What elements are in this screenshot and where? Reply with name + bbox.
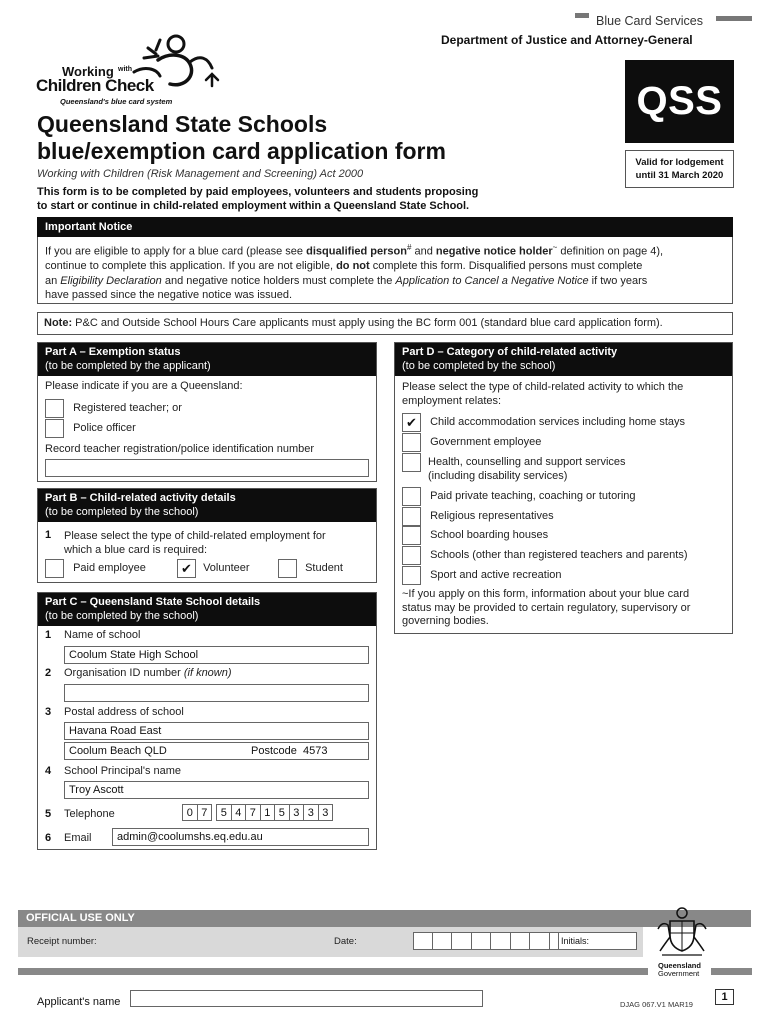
date-cell[interactable] — [452, 932, 472, 950]
school-name-label: Name of school — [64, 629, 141, 641]
part-c-panel — [37, 592, 377, 850]
part-d-subtitle: (to be completed by the school) — [402, 359, 556, 372]
volunteer-checkbox[interactable] — [177, 559, 196, 578]
activity-option[interactable]: Sport and active recreation — [402, 566, 562, 585]
activity-checkbox[interactable] — [402, 487, 421, 506]
official-rule-right — [711, 968, 752, 975]
telephone-digit[interactable]: 3 — [318, 804, 334, 821]
part-d-title: Part D – Category of child-related activity — [402, 346, 618, 358]
date-cell[interactable] — [413, 932, 433, 950]
validity-line2: until 31 March 2020 — [635, 170, 724, 181]
intro-line2: to start or continue in child-related employment within a Queensland State School. — [37, 200, 470, 212]
part-a-title: Part A – Exemption status — [45, 346, 181, 358]
telephone-digit[interactable]: 4 — [231, 804, 247, 821]
telephone-input[interactable] — [183, 804, 333, 821]
date-cell[interactable] — [530, 932, 550, 950]
checkmark-icon: ✔ — [406, 415, 417, 430]
part-b-title: Part B – Child-related activity details — [45, 492, 236, 504]
activity-checkbox[interactable] — [402, 546, 421, 565]
telephone-digit[interactable]: 7 — [197, 804, 213, 821]
notice-line1: If you are eligible to apply for a blue card (please see disqualified person# and negative notice holder~ definition on page 4), — [45, 243, 664, 258]
receipt-label: Receipt number: — [27, 936, 97, 947]
header-rule-left — [575, 13, 589, 18]
q2-number: 2 — [45, 667, 52, 679]
part-b-header — [38, 489, 376, 522]
page-title — [37, 111, 597, 165]
address-line1-input[interactable]: Havana Road East — [64, 722, 369, 740]
activity-option[interactable]: Paid private teaching, coaching or tutoring — [402, 487, 636, 506]
activity-checkbox[interactable] — [402, 566, 421, 585]
date-label: Date: — [334, 936, 357, 947]
note-label: Note: — [44, 317, 73, 329]
queensland-crest-icon — [652, 903, 712, 959]
notice-line4: have passed since the negative notice was issued. — [45, 289, 293, 302]
telephone-digit[interactable]: 5 — [274, 804, 290, 821]
intro-text — [37, 185, 537, 213]
part-c-subtitle: (to be completed by the school) — [45, 609, 199, 622]
initials-label: Initials: — [561, 936, 590, 946]
option-student[interactable]: Student — [278, 559, 343, 578]
part-b-subtitle: (to be completed by the school) — [45, 505, 199, 518]
activity-option[interactable]: School boarding houses — [402, 526, 548, 545]
initials-input[interactable] — [558, 932, 637, 950]
principal-name-label: School Principal's name — [64, 765, 182, 777]
header-rule-right — [716, 16, 752, 21]
police-checkbox[interactable] — [45, 419, 64, 438]
validity-box — [625, 150, 734, 188]
title-line1: Queensland State Schools — [37, 111, 328, 137]
part-d-header — [395, 343, 732, 376]
telephone-digit[interactable]: 7 — [245, 804, 261, 821]
notice-line3: an Eligibility Declaration and negative notice holders must complete the Application to Cancel a Negative Notice if two years — [45, 274, 648, 287]
important-notice-heading: Important Notice — [37, 217, 733, 237]
q3-number: 3 — [45, 706, 52, 718]
note-box — [37, 312, 733, 335]
q1-number: 1 — [45, 629, 52, 641]
logo-text-children-check: Children Check — [36, 76, 154, 95]
note-text: P&C and Outside School Hours Care applicants must apply using the BC form 001 (standard blue card application form). — [72, 317, 663, 329]
part-c-header — [38, 593, 376, 626]
logo-text-with: with — [118, 66, 132, 73]
qss-badge: QSS — [625, 60, 734, 143]
telephone-digit[interactable]: 5 — [216, 804, 232, 821]
part-d-panel — [394, 342, 733, 634]
date-cell[interactable] — [472, 932, 492, 950]
official-use-panel — [18, 927, 643, 957]
postcode-group — [251, 744, 327, 759]
official-rule-left — [18, 968, 648, 975]
email-label: Email — [64, 832, 92, 844]
part-c-title: Part C – Queensland State School details — [45, 596, 261, 608]
page-number: 1 — [715, 989, 734, 1005]
applicant-name-label: Applicant's name — [37, 996, 121, 1008]
telephone-digit[interactable]: 3 — [303, 804, 319, 821]
activity-option[interactable]: Government employee — [402, 433, 541, 452]
form-reference: DJAG 067.V1 MAR19 — [620, 1000, 693, 1009]
record-number-input[interactable] — [45, 459, 369, 477]
part-b-panel — [37, 488, 377, 583]
date-cell[interactable] — [511, 932, 531, 950]
part-a-subtitle: (to be completed by the applicant) — [45, 359, 211, 372]
part-b-q-number: 1 — [45, 529, 52, 541]
qld-gov-line1: Queensland — [658, 961, 701, 970]
part-a-panel — [37, 342, 377, 482]
q6-number: 6 — [45, 832, 52, 844]
validity-line1: Valid for lodgement — [635, 157, 724, 168]
important-notice-body — [37, 237, 733, 304]
act-reference: Working with Children (Risk Management and Screening) Act 2000 — [37, 168, 364, 180]
suburb-value: Coolum Beach QLD — [69, 745, 167, 757]
q4-number: 4 — [45, 765, 52, 777]
org-id-input[interactable] — [64, 684, 369, 702]
activity-checkbox[interactable] — [402, 413, 421, 432]
postcode-label: Postcode — [251, 745, 297, 757]
activity-option[interactable]: Schools (other than registered teachers and parents) — [402, 546, 688, 565]
activity-checkbox[interactable] — [402, 453, 421, 472]
date-input[interactable] — [413, 932, 569, 950]
postal-address-label: Postal address of school — [64, 706, 184, 718]
telephone-label: Telephone — [64, 808, 115, 820]
activity-option[interactable]: ✔ Child accommodation services including home stays — [402, 413, 685, 432]
notice-line2: continue to complete this application. If you are not eligible, do not complete this form. Disqualified persons must complete — [45, 260, 643, 273]
title-line2: blue/exemption card application form — [37, 138, 446, 164]
queensland-government-logo — [652, 903, 712, 977]
activity-option[interactable]: Religious representatives — [402, 507, 554, 526]
address-line2-input[interactable] — [64, 742, 369, 760]
agency-name: Blue Card Services — [596, 14, 703, 28]
part-a-prompt: Please indicate if you are a Queensland: — [45, 380, 243, 392]
date-cell[interactable] — [491, 932, 511, 950]
activity-option-label: Health, counselling and support services (including disability services) — [428, 456, 626, 482]
postcode-value: 4573 — [303, 745, 328, 757]
activity-checkbox[interactable] — [402, 526, 421, 545]
activity-checkbox[interactable] — [402, 433, 421, 452]
part-a-header — [38, 343, 376, 376]
part-d-prompt: Please select the type of child-related activity to which the employment relates: — [402, 381, 684, 407]
option-volunteer[interactable]: ✔ Volunteer — [177, 559, 250, 578]
logo-tagline: Queensland's blue card system — [60, 97, 173, 106]
student-checkbox[interactable] — [278, 559, 297, 578]
telephone-digit[interactable]: 1 — [260, 804, 276, 821]
qld-gov-line2: Government — [658, 969, 700, 978]
activity-option[interactable] — [402, 453, 421, 472]
record-number-label: Record teacher registration/police identification number — [45, 443, 315, 455]
q5-number: 5 — [45, 808, 52, 820]
telephone-digit[interactable]: 0 — [182, 804, 198, 821]
telephone-digit[interactable]: 3 — [289, 804, 305, 821]
official-use-heading: OFFICIAL USE ONLY — [18, 910, 751, 927]
part-a-option-teacher[interactable]: Registered teacher; or — [45, 399, 182, 418]
part-a-option-police[interactable]: Police officer — [45, 419, 136, 438]
date-cell[interactable] — [433, 932, 453, 950]
department-name: Department of Justice and Attorney-General — [441, 33, 693, 47]
teacher-checkbox[interactable] — [45, 399, 64, 418]
applicant-name-input[interactable] — [130, 990, 483, 1007]
activity-checkbox[interactable] — [402, 507, 421, 526]
part-d-footnote: ~If you apply on this form, information about your blue card status may be provided to certain regulatory, supervisory or governing bodies. — [402, 588, 691, 627]
option-paid-employee[interactable]: Paid employee — [45, 559, 146, 578]
paid-employee-checkbox[interactable] — [45, 559, 64, 578]
principal-name-input[interactable]: Troy Ascott — [64, 781, 369, 799]
logo-text-working: Working — [62, 64, 114, 79]
intro-line1: This form is to be completed by paid employees, volunteers and students proposing — [37, 186, 479, 198]
checkmark-icon: ✔ — [181, 561, 192, 576]
email-input[interactable]: admin@coolumshs.eq.edu.au — [112, 828, 369, 846]
part-b-question: Please select the type of child-related employment for which a blue card is required: — [64, 530, 326, 556]
org-id-label: Organisation ID number (if known) — [64, 667, 232, 679]
school-name-input[interactable]: Coolum State High School — [64, 646, 369, 664]
